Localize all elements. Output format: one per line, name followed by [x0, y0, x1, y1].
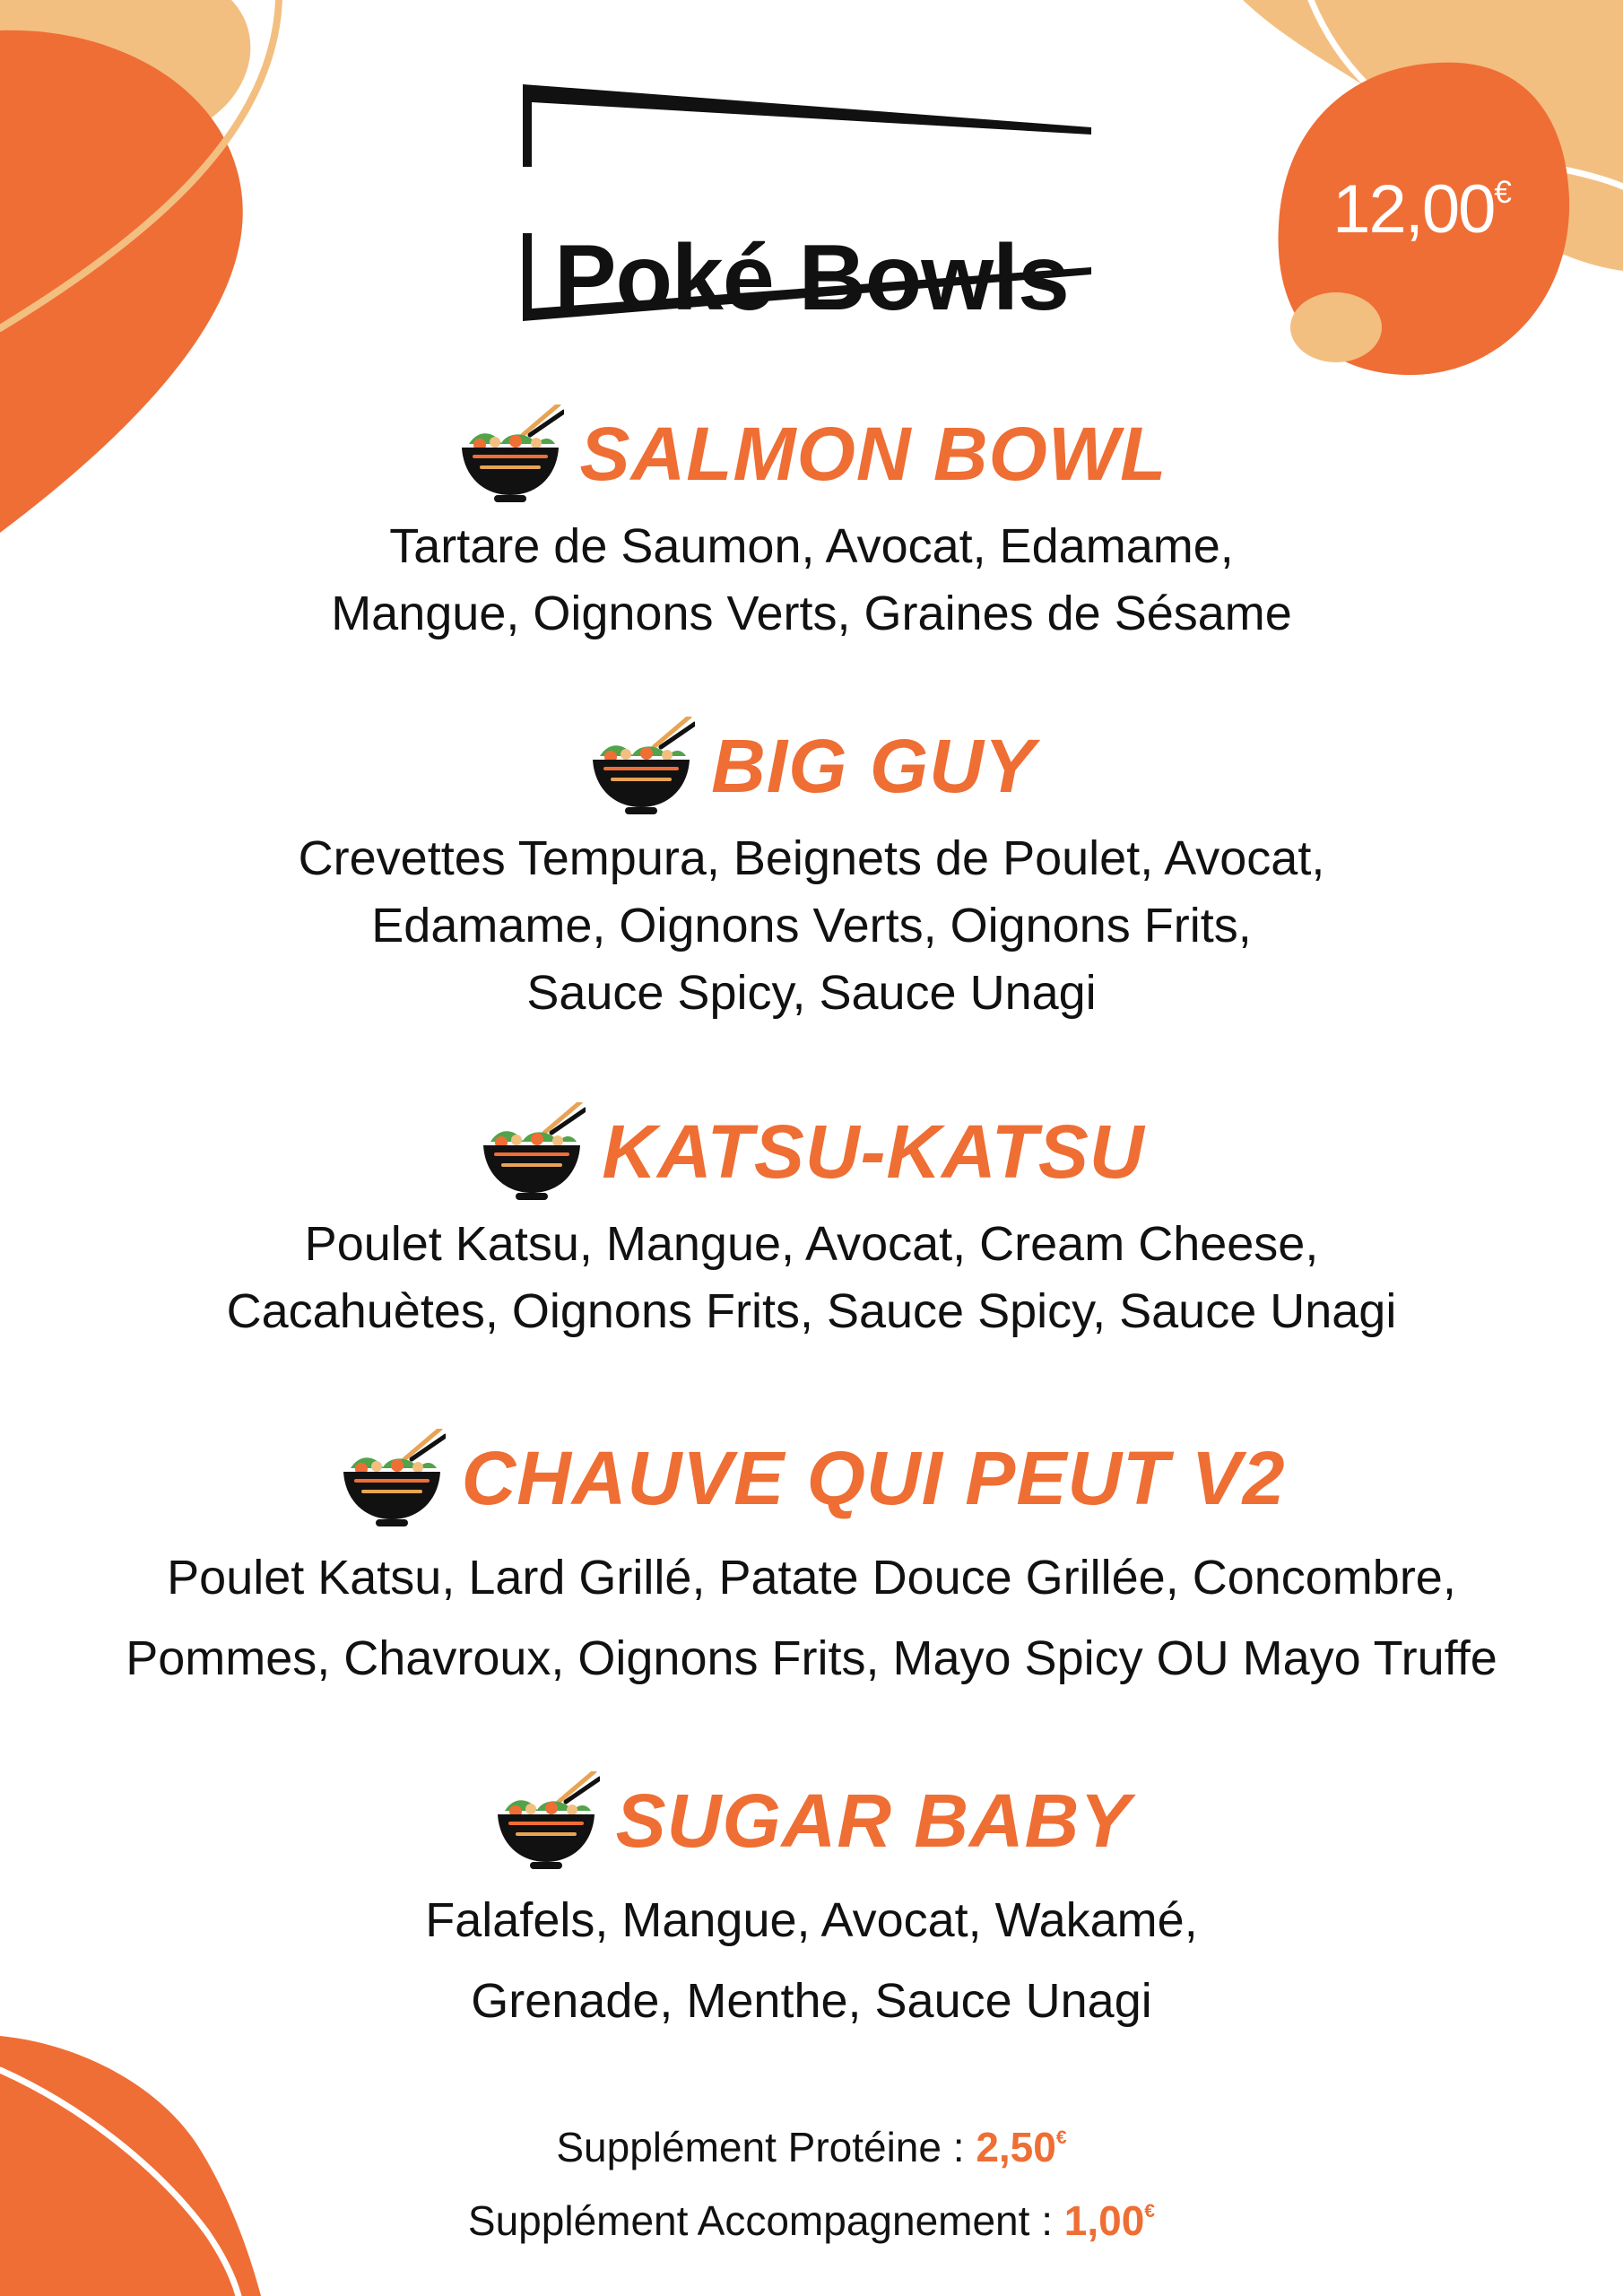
menu-item-title: SALMON BOWL	[579, 412, 1167, 496]
menu-item-heading	[0, 400, 1623, 508]
supplement-protein	[0, 2106, 1623, 2179]
chopsticks-icon	[523, 84, 1091, 167]
supplement-side-currency: €	[1144, 2201, 1156, 2222]
supplement-side-value: 1,00	[1063, 2197, 1145, 2245]
menu-item-description-line: Edamame, Oignons Verts, Oignons Frits,	[371, 899, 1252, 952]
price-value: 12,00	[1332, 171, 1495, 248]
bowl-icon	[587, 717, 695, 815]
menu-item-description-line: Grenade, Menthe, Sauce Unagi	[471, 1974, 1152, 2028]
menu-item-chauve-qui-peut-v2	[0, 1424, 1623, 1699]
menu-item-description-line: Poulet Katsu, Lard Grillé, Patate Douce Grillée, Concombre,	[167, 1551, 1456, 1605]
menu-item-description-line: Mangue, Oignons Verts, Graines de Sésame	[331, 587, 1292, 640]
menu-item-heading	[0, 712, 1623, 820]
menu-item-heading	[0, 1098, 1623, 1205]
bowl-icon	[338, 1429, 446, 1527]
supplement-protein-currency: €	[1055, 2127, 1067, 2148]
bowl-icon	[456, 404, 564, 503]
supplement-side-price	[1064, 2197, 1155, 2244]
supplements	[0, 2106, 1623, 2253]
menu-item-description-line: Tartare de Saumon, Avocat, Edamame,	[389, 519, 1234, 573]
price-label	[1318, 171, 1524, 248]
menu-item-description-line: Poulet Katsu, Mangue, Avocat, Cream Cheese,	[304, 1217, 1319, 1271]
price-currency: €	[1494, 174, 1510, 210]
supplement-side-label: Supplément Accompagnement :	[467, 2197, 1064, 2245]
menu-item-sugar-baby	[0, 1767, 1623, 2041]
menu-item-heading	[0, 1767, 1623, 1874]
supplement-side	[0, 2179, 1623, 2253]
menu-item-title: KATSU-KATSU	[602, 1109, 1145, 1194]
menu-item-description-line: Crevettes Tempura, Beignets de Poulet, Avocat,	[298, 831, 1325, 885]
bowl-icon	[492, 1771, 600, 1870]
menu-item-description-line: Falafels, Mangue, Avocat, Wakamé,	[425, 1893, 1198, 1947]
menu-item-title: BIG GUY	[711, 724, 1036, 808]
page-title: Poké Bowls	[554, 226, 1069, 330]
menu-item-description-line: Sauce Spicy, Sauce Unagi	[526, 966, 1097, 1020]
supplement-protein-value: 2,50	[976, 2124, 1056, 2171]
menu-item-description-line: Cacahuètes, Oignons Frits, Sauce Spicy, Sauce Unagi	[226, 1284, 1397, 1338]
menu-item-title: SUGAR BABY	[615, 1779, 1132, 1863]
bowl-icon	[478, 1102, 586, 1201]
title-block	[516, 79, 1107, 330]
menu-item-big-guy	[0, 712, 1623, 1027]
supplement-protein-label: Supplément Protéine :	[556, 2124, 976, 2171]
menu-item-title: CHAUVE QUI PEUT V2	[461, 1436, 1286, 1520]
supplement-protein-price	[976, 2124, 1066, 2170]
menu-item-katsu-katsu	[0, 1098, 1623, 1345]
menu-item-salmon-bowl	[0, 400, 1623, 648]
menu-item-description-line: Pommes, Chavroux, Oignons Frits, Mayo Spicy OU Mayo Truffe	[126, 1631, 1497, 1685]
menu-item-heading	[0, 1424, 1623, 1532]
